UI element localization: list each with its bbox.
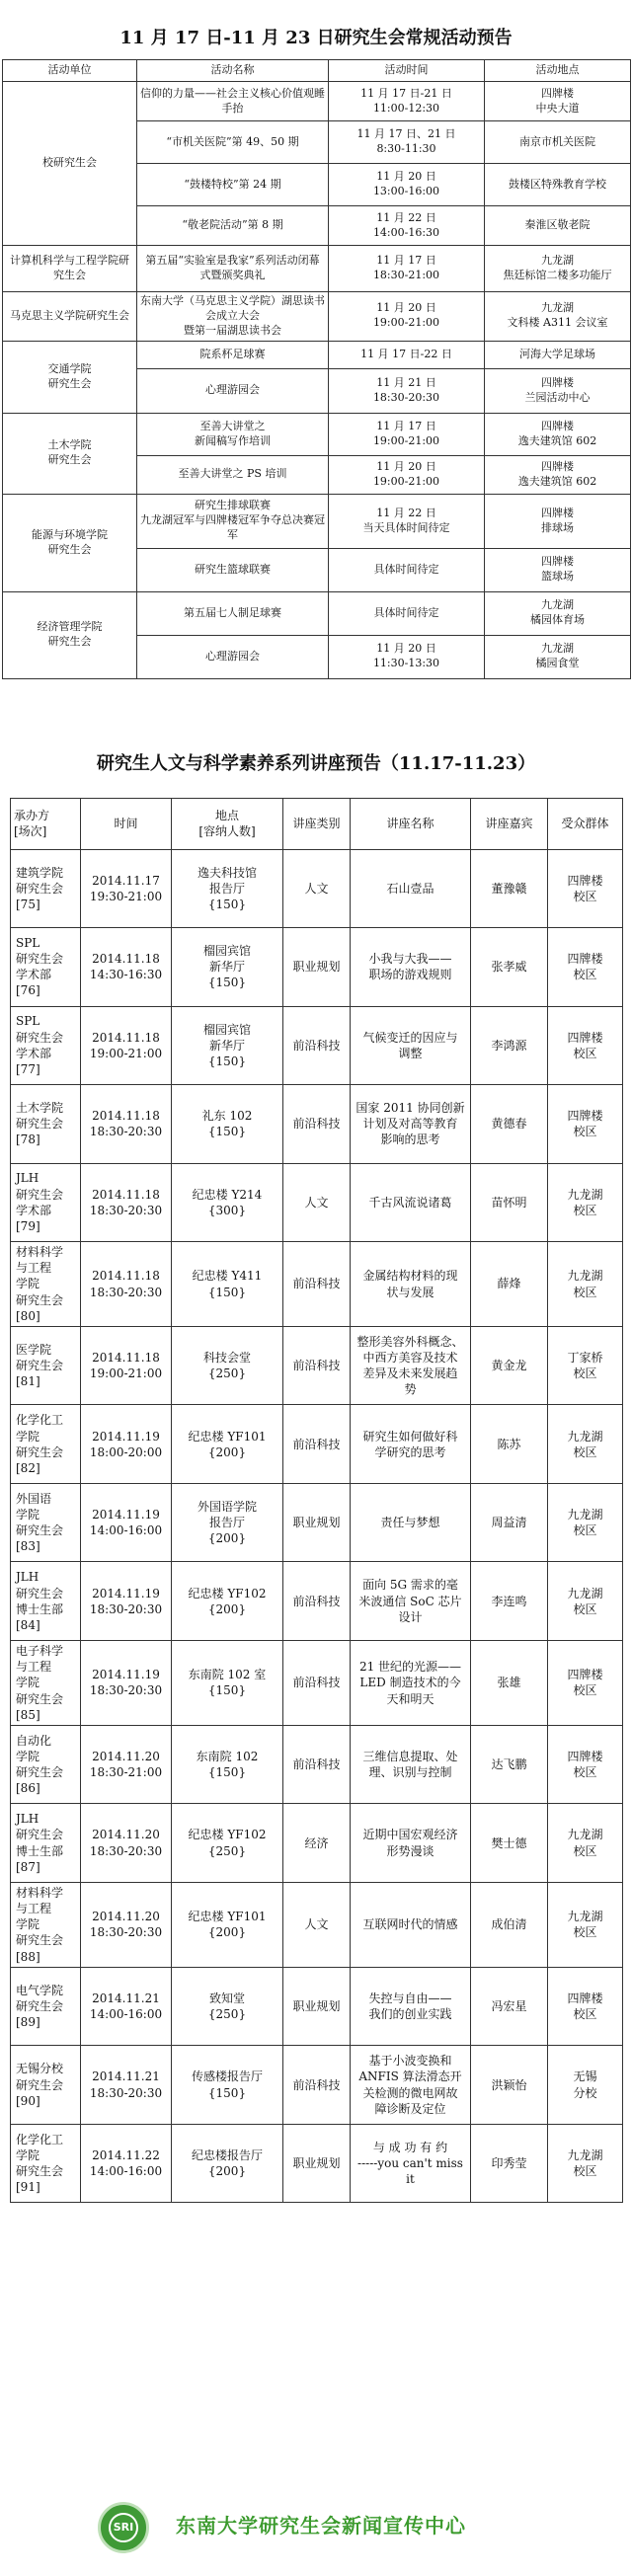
lecture-audience: 九龙湖 校区 bbox=[548, 2124, 623, 2203]
lecture-category: 职业规划 bbox=[283, 1483, 351, 1562]
lecture-host: 自动化 学院 研究生会 [86] bbox=[11, 1725, 81, 1804]
lecture-title: 气候变迁的因应与 调整 bbox=[351, 1006, 471, 1085]
lecture-audience: 九龙湖 校区 bbox=[548, 1562, 623, 1641]
table-row bbox=[3, 413, 631, 455]
lecture-guest: 薛烽 bbox=[471, 1242, 548, 1327]
activity-name: 第五届“实验室是我家”系列活动闭幕式暨颁奖典礼 bbox=[137, 246, 329, 292]
col-header-time: 时间 bbox=[81, 798, 172, 849]
unit-cell: 校研究生会 bbox=[3, 82, 137, 246]
activity-name: 研究生篮球联赛 bbox=[137, 548, 329, 591]
unit-cell: 土木学院 研究生会 bbox=[3, 413, 137, 494]
activity-place: 河海大学足球场 bbox=[485, 341, 631, 368]
lecture-title: 与 成 功 有 约 -----you can't miss it bbox=[351, 2124, 471, 2203]
col-header-name: 活动名称 bbox=[137, 60, 329, 82]
activity-name: 东南大学（马克思主义学院）湖思读书会成立大会 暨第一届湖思读书会 bbox=[137, 292, 329, 342]
lecture-category: 前沿科技 bbox=[283, 1562, 351, 1641]
table-row bbox=[3, 82, 631, 121]
table-row bbox=[11, 1006, 623, 1085]
activity-time: 11 月 17 日-22 日 bbox=[329, 341, 485, 368]
lecture-guest: 李连鸣 bbox=[471, 1562, 548, 1641]
col-header-guest: 讲座嘉宾 bbox=[471, 798, 548, 849]
activity-name: 至善大讲堂之 PS 培训 bbox=[137, 455, 329, 494]
lecture-category: 人文 bbox=[283, 1163, 351, 1242]
footer-text: 东南大学研究生会新闻宣传中心 bbox=[176, 2514, 466, 2537]
table-row bbox=[11, 1483, 623, 1562]
lecture-category: 人文 bbox=[283, 1882, 351, 1967]
activity-time: 11 月 17 日、21 日 8:30-11:30 bbox=[329, 121, 485, 164]
activity-place: 四牌楼 逸夫建筑馆 602 bbox=[485, 455, 631, 494]
lecture-place: 纪忠楼 Y411 {150} bbox=[172, 1242, 283, 1327]
lecture-audience: 四牌楼 校区 bbox=[548, 1725, 623, 1804]
activity-time: 具体时间待定 bbox=[329, 548, 485, 591]
lecture-place: 纪忠楼 YF102 {200} bbox=[172, 1562, 283, 1641]
col-header-audience: 受众群体 bbox=[548, 798, 623, 849]
table-row bbox=[11, 1640, 623, 1725]
lecture-category: 前沿科技 bbox=[283, 1006, 351, 1085]
lecture-category: 职业规划 bbox=[283, 928, 351, 1007]
table-row bbox=[11, 849, 623, 928]
table-row bbox=[11, 1326, 623, 1405]
lecture-category: 经济 bbox=[283, 1804, 351, 1883]
col-header-unit: 活动单位 bbox=[3, 60, 137, 82]
activity-time: 11 月 21 日 18:30-20:30 bbox=[329, 368, 485, 413]
lecture-host: 化学化工 学院 研究生会 [82] bbox=[11, 1405, 81, 1484]
lecture-place: 逸夫科技馆 报告厅 {150} bbox=[172, 849, 283, 928]
lecture-audience: 四牌楼 校区 bbox=[548, 928, 623, 1007]
lecture-time: 2014.11.19 18:30-20:30 bbox=[81, 1562, 172, 1641]
table-row bbox=[11, 1804, 623, 1883]
lecture-time: 2014.11.19 18:00-20:00 bbox=[81, 1405, 172, 1484]
activities-table bbox=[2, 59, 631, 679]
activity-time: 11 月 20 日 19:00-21:00 bbox=[329, 292, 485, 342]
table-row bbox=[11, 1163, 623, 1242]
lecture-time: 2014.11.18 19:00-21:00 bbox=[81, 1326, 172, 1405]
activity-name: “鼓楼特校”第 24 期 bbox=[137, 164, 329, 206]
activity-name: 第五届七人制足球赛 bbox=[137, 591, 329, 635]
activity-place: 四牌楼 中央大道 bbox=[485, 82, 631, 121]
lecture-place: 纪忠楼 YF101 {200} bbox=[172, 1405, 283, 1484]
table-row bbox=[11, 1405, 623, 1484]
lecture-title: 小我与大我—— 职场的游戏规则 bbox=[351, 928, 471, 1007]
lecture-time: 2014.11.19 18:30-20:30 bbox=[81, 1640, 172, 1725]
activity-place: 九龙湖 橘园体育场 bbox=[485, 591, 631, 635]
lecture-time: 2014.11.22 14:00-16:00 bbox=[81, 2124, 172, 2203]
lectures-title: 研究生人文与科学素养系列讲座预告（11.17-11.23） bbox=[96, 752, 536, 774]
lecture-place: 纪忠楼报告厅 {200} bbox=[172, 2124, 283, 2203]
lecture-place: 纪忠楼 Y214 {300} bbox=[172, 1163, 283, 1242]
logo-text: SRI bbox=[109, 2513, 138, 2542]
activities-title: 11 月 17 日-11 月 23 日研究生会常规活动预告 bbox=[119, 28, 513, 48]
lecture-place: 传感楼报告厅 {150} bbox=[172, 2046, 283, 2125]
unit-cell: 能源与环境学院 研究生会 bbox=[3, 494, 137, 591]
lecture-place: 科技会堂 {250} bbox=[172, 1326, 283, 1405]
lecture-category: 前沿科技 bbox=[283, 2046, 351, 2125]
lecture-title: 研究生如何做好科 学研究的思考 bbox=[351, 1405, 471, 1484]
table-row bbox=[3, 246, 631, 292]
activity-time: 11 月 17 日 18:30-21:00 bbox=[329, 246, 485, 292]
lecture-guest: 陈苏 bbox=[471, 1405, 548, 1484]
lecture-audience: 四牌楼 校区 bbox=[548, 1085, 623, 1164]
lecture-host: 材料科学 与工程 学院 研究生会 [88] bbox=[11, 1882, 81, 1967]
activity-time: 11 月 20 日 19:00-21:00 bbox=[329, 455, 485, 494]
col-header-category: 讲座类别 bbox=[283, 798, 351, 849]
lecture-guest: 苗怀明 bbox=[471, 1163, 548, 1242]
lecture-category: 人文 bbox=[283, 849, 351, 928]
table-row bbox=[3, 341, 631, 368]
lecture-host: 医学院 研究生会 [81] bbox=[11, 1326, 81, 1405]
lecture-audience: 九龙湖 校区 bbox=[548, 1163, 623, 1242]
lecture-place: 榴园宾馆 新华厅 {150} bbox=[172, 1006, 283, 1085]
lecture-title: 整形美容外科概念、 中西方美容及技术 差异及未来发展趋 势 bbox=[351, 1326, 471, 1405]
table-row bbox=[11, 1085, 623, 1164]
lecture-time: 2014.11.17 19:30-21:00 bbox=[81, 849, 172, 928]
activity-name: 研究生排球联赛 九龙湖冠军与四牌楼冠军争夺总决赛冠军 bbox=[137, 494, 329, 548]
activity-time: 11 月 17 日-21 日 11:00-12:30 bbox=[329, 82, 485, 121]
lecture-place: 东南院 102 {150} bbox=[172, 1725, 283, 1804]
table-header-row bbox=[11, 798, 623, 849]
lecture-title: 失控与自由—— 我们的创业实践 bbox=[351, 1967, 471, 2046]
activity-place: 四牌楼 排球场 bbox=[485, 494, 631, 548]
activity-place: 南京市机关医院 bbox=[485, 121, 631, 164]
activity-place: 九龙湖 橘园食堂 bbox=[485, 635, 631, 678]
table-row bbox=[3, 494, 631, 548]
lecture-title: 三维信息提取、处 理、识别与控制 bbox=[351, 1725, 471, 1804]
lecture-title: 21 世纪的光源—— LED 制造技术的今 天和明天 bbox=[351, 1640, 471, 1725]
lecture-audience: 九龙湖 校区 bbox=[548, 1483, 623, 1562]
lecture-guest: 周益清 bbox=[471, 1483, 548, 1562]
table-row bbox=[11, 1242, 623, 1327]
lecture-category: 前沿科技 bbox=[283, 1085, 351, 1164]
lecture-audience: 九龙湖 校区 bbox=[548, 1405, 623, 1484]
activity-name: “市机关医院”第 49、50 期 bbox=[137, 121, 329, 164]
lecture-category: 前沿科技 bbox=[283, 1640, 351, 1725]
lecture-title: 金属结构材料的现 状与发展 bbox=[351, 1242, 471, 1327]
lecture-host: 材料科学 与工程 学院 研究生会 [80] bbox=[11, 1242, 81, 1327]
lectures-body bbox=[11, 849, 623, 2203]
lecture-guest: 成伯清 bbox=[471, 1882, 548, 1967]
lecture-category: 职业规划 bbox=[283, 2124, 351, 2203]
lecture-title: 千古风流说诸葛 bbox=[351, 1163, 471, 1242]
activity-name: 信仰的力量——社会主义核心价值观睡手抬 bbox=[137, 82, 329, 121]
lecture-audience: 丁家桥 校区 bbox=[548, 1326, 623, 1405]
table-row bbox=[11, 928, 623, 1007]
lecture-host: JLH 研究生会 博士生部 [87] bbox=[11, 1804, 81, 1883]
unit-cell: 计算机科学与工程学院研究生会 bbox=[3, 246, 137, 292]
activity-name: 心理游园会 bbox=[137, 635, 329, 678]
lecture-host: SPL 研究生会 学术部 [77] bbox=[11, 1006, 81, 1085]
lecture-title: 基于小波变换和 ANFIS 算法滑态开 关检测的微电网故 障诊断及定位 bbox=[351, 2046, 471, 2125]
lecture-title: 国家 2011 协同创新 计划及对高等教育 影响的思考 bbox=[351, 1085, 471, 1164]
activity-place: 九龙湖 文科楼 A311 会议室 bbox=[485, 292, 631, 342]
lecture-guest: 黄金龙 bbox=[471, 1326, 548, 1405]
lecture-time: 2014.11.18 18:30-20:30 bbox=[81, 1163, 172, 1242]
col-header-place: 地点 [容纳人数] bbox=[172, 798, 283, 849]
table-row bbox=[3, 292, 631, 342]
lecture-audience: 无锡 分校 bbox=[548, 2046, 623, 2125]
table-row bbox=[3, 591, 631, 635]
lecture-host: 无锡分校 研究生会 [90] bbox=[11, 2046, 81, 2125]
lecture-host: 建筑学院 研究生会 [75] bbox=[11, 849, 81, 928]
activity-place: 九龙湖 焦廷标馆二楼多功能厅 bbox=[485, 246, 631, 292]
lecture-time: 2014.11.18 18:30-20:30 bbox=[81, 1242, 172, 1327]
table-row bbox=[11, 1725, 623, 1804]
footer bbox=[0, 2496, 632, 2576]
table-row bbox=[11, 1882, 623, 1967]
lecture-title: 石山壹品 bbox=[351, 849, 471, 928]
lecture-time: 2014.11.18 19:00-21:00 bbox=[81, 1006, 172, 1085]
activity-place: 四牌楼 逸夫建筑馆 602 bbox=[485, 413, 631, 455]
lecture-place: 纪忠楼 YF101 {200} bbox=[172, 1882, 283, 1967]
table-row bbox=[11, 2046, 623, 2125]
lecture-title: 责任与梦想 bbox=[351, 1483, 471, 1562]
activity-time: 11 月 20 日 13:00-16:00 bbox=[329, 164, 485, 206]
lecture-guest: 张孝威 bbox=[471, 928, 548, 1007]
lecture-guest: 印秀莹 bbox=[471, 2124, 548, 2203]
lecture-guest: 冯宏星 bbox=[471, 1967, 548, 2046]
lecture-audience: 四牌楼 校区 bbox=[548, 1006, 623, 1085]
lecture-time: 2014.11.21 14:00-16:00 bbox=[81, 1967, 172, 2046]
table-row bbox=[11, 1562, 623, 1641]
lecture-title: 面向 5G 需求的毫 米波通信 SoC 芯片 设计 bbox=[351, 1562, 471, 1641]
lecture-host: 土木学院 研究生会 [78] bbox=[11, 1085, 81, 1164]
lecture-audience: 四牌楼 校区 bbox=[548, 1967, 623, 2046]
lecture-host: 电子科学 与工程 学院 研究生会 [85] bbox=[11, 1640, 81, 1725]
activity-place: 四牌楼 篮球场 bbox=[485, 548, 631, 591]
activity-place: 鼓楼区特殊教育学校 bbox=[485, 164, 631, 206]
lecture-audience: 九龙湖 校区 bbox=[548, 1804, 623, 1883]
lecture-guest: 黄德春 bbox=[471, 1085, 548, 1164]
col-header-title: 讲座名称 bbox=[351, 798, 471, 849]
lecture-guest: 洪颖怡 bbox=[471, 2046, 548, 2125]
lecture-host: 电气学院 研究生会 [89] bbox=[11, 1967, 81, 2046]
lectures-table bbox=[10, 798, 623, 2204]
col-header-place: 活动地点 bbox=[485, 60, 631, 82]
activity-time: 11 月 22 日 当天具体时间待定 bbox=[329, 494, 485, 548]
lecture-title: 互联网时代的情感 bbox=[351, 1882, 471, 1967]
lecture-category: 职业规划 bbox=[283, 1967, 351, 2046]
lecture-host: JLH 研究生会 学术部 [79] bbox=[11, 1163, 81, 1242]
lecture-host: SPL 研究生会 学术部 [76] bbox=[11, 928, 81, 1007]
lecture-host: 化学化工 学院 研究生会 [91] bbox=[11, 2124, 81, 2203]
lecture-host: 外国语 学院 研究生会 [83] bbox=[11, 1483, 81, 1562]
activity-time: 11 月 17 日 19:00-21:00 bbox=[329, 413, 485, 455]
lecture-category: 前沿科技 bbox=[283, 1405, 351, 1484]
lecture-guest: 董豫赣 bbox=[471, 849, 548, 928]
table-header-row bbox=[3, 60, 631, 82]
lecture-category: 前沿科技 bbox=[283, 1242, 351, 1327]
lecture-title: 近期中国宏观经济 形势漫谈 bbox=[351, 1804, 471, 1883]
activity-time: 11 月 22 日 14:00-16:30 bbox=[329, 206, 485, 246]
lecture-place: 东南院 102 室 {150} bbox=[172, 1640, 283, 1725]
lecture-guest: 李鸿源 bbox=[471, 1006, 548, 1085]
lecture-guest: 达飞鹏 bbox=[471, 1725, 548, 1804]
lecture-place: 外国语学院 报告厅 {200} bbox=[172, 1483, 283, 1562]
lecture-category: 前沿科技 bbox=[283, 1725, 351, 1804]
lecture-audience: 四牌楼 校区 bbox=[548, 1640, 623, 1725]
activity-name: “敬老院活动”第 8 期 bbox=[137, 206, 329, 246]
lecture-place: 纪忠楼 YF102 {250} bbox=[172, 1804, 283, 1883]
lecture-guest: 张雄 bbox=[471, 1640, 548, 1725]
lecture-place: 榴园宾馆 新华厅 {150} bbox=[172, 928, 283, 1007]
activity-name: 院系杯足球赛 bbox=[137, 341, 329, 368]
lecture-time: 2014.11.19 14:00-16:00 bbox=[81, 1483, 172, 1562]
lecture-time: 2014.11.18 14:30-16:30 bbox=[81, 928, 172, 1007]
lecture-guest: 樊士德 bbox=[471, 1804, 548, 1883]
lecture-place: 致知堂 {250} bbox=[172, 1967, 283, 2046]
unit-cell: 经济管理学院 研究生会 bbox=[3, 591, 137, 678]
lecture-time: 2014.11.21 18:30-20:30 bbox=[81, 2046, 172, 2125]
unit-cell: 交通学院 研究生会 bbox=[3, 341, 137, 413]
col-header-host: 承办方 [场次] bbox=[11, 798, 81, 849]
activity-place: 秦淮区敬老院 bbox=[485, 206, 631, 246]
lecture-time: 2014.11.20 18:30-21:00 bbox=[81, 1725, 172, 1804]
table-row bbox=[11, 2124, 623, 2203]
lecture-audience: 九龙湖 校区 bbox=[548, 1242, 623, 1327]
lecture-audience: 九龙湖 校区 bbox=[548, 1882, 623, 1967]
lecture-audience: 四牌楼 校区 bbox=[548, 849, 623, 928]
logo-icon bbox=[98, 2502, 149, 2553]
activity-time: 11 月 20 日 11:30-13:30 bbox=[329, 635, 485, 678]
lecture-place: 礼东 102 {150} bbox=[172, 1085, 283, 1164]
lecture-category: 前沿科技 bbox=[283, 1326, 351, 1405]
activity-name: 心理游园会 bbox=[137, 368, 329, 413]
table-row bbox=[11, 1967, 623, 2046]
unit-cell: 马克思主义学院研究生会 bbox=[3, 292, 137, 342]
activity-place: 四牌楼 兰园活动中心 bbox=[485, 368, 631, 413]
lecture-host: JLH 研究生会 博士生部 [84] bbox=[11, 1562, 81, 1641]
col-header-time: 活动时间 bbox=[329, 60, 485, 82]
lecture-time: 2014.11.20 18:30-20:30 bbox=[81, 1882, 172, 1967]
activity-name: 至善大讲堂之 新闻稿写作培训 bbox=[137, 413, 329, 455]
lecture-time: 2014.11.18 18:30-20:30 bbox=[81, 1085, 172, 1164]
lecture-time: 2014.11.20 18:30-20:30 bbox=[81, 1804, 172, 1883]
activity-time: 具体时间待定 bbox=[329, 591, 485, 635]
